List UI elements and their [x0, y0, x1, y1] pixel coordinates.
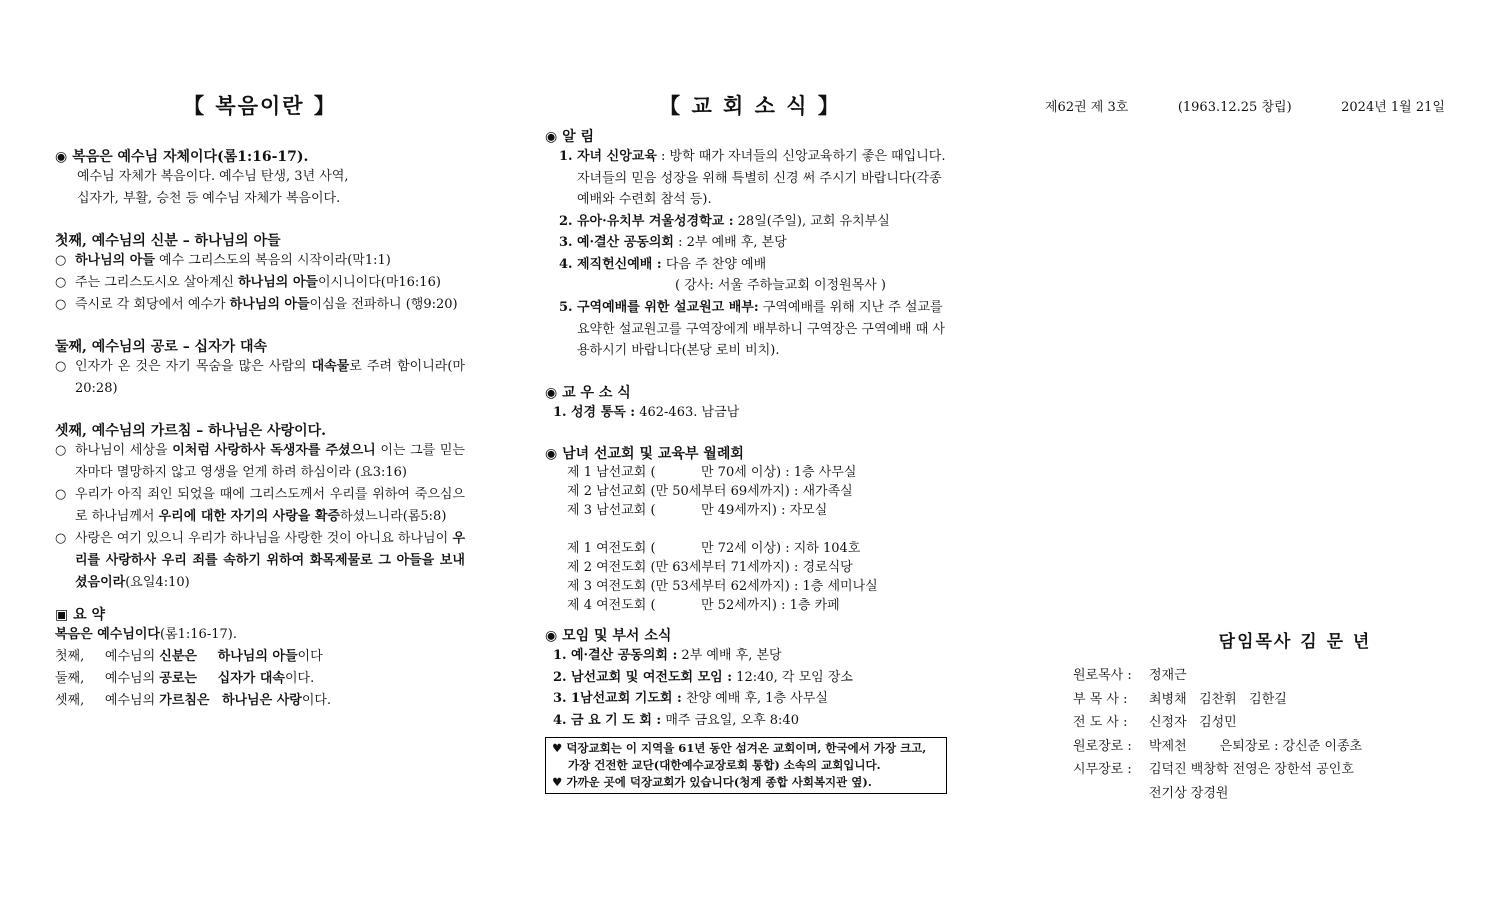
gospel-main-line: 예수님 자체가 복음이다. 예수님 탄생, 3년 사역,	[77, 169, 349, 184]
notice-item: 1. 자녀 신앙교육 : 방학 때가 자녀들의 신앙교육하기 좋은 때입니다. 자녀들의 믿음 성장을 위해 특별히 신경 써 주시기 바랍니다(각종 예배와 수련회 참석 등).	[559, 149, 946, 207]
gospel-main-line: 십자가, 부활, 승천 등 예수님 자체가 복음이다.	[77, 191, 341, 206]
second-heading: 둘째, 예수님의 공로 – 십자가 대속	[55, 339, 268, 355]
box-line: ♥ 가까운 곳에 덕장교회가 있습니다(청계 종합 사회복지관 옆).	[552, 775, 872, 789]
meetings-heading: ◉ 모임 및 부서 소식	[545, 628, 672, 644]
summary-row: 셋째, 예수님의 가르침은 하나님은 사랑이다.	[55, 693, 332, 708]
summary-heading: ▣ 요 약	[55, 607, 106, 623]
mission-row: 제 4 여전도회 ( 만 52세까지) : 1층 카페	[567, 598, 840, 613]
notice-item: 4. 제직헌신예배 : 다음 주 찬양 예배	[559, 256, 767, 272]
issue-date: 2024년 1월 21일	[1341, 100, 1445, 115]
staff-row: 원로장로 : 박제천 은퇴장로 : 강신준 이종초	[1073, 738, 1363, 754]
summary-row: 둘째, 예수님의 공로는 십자가 대속이다.	[55, 671, 315, 686]
mission-heading: ◉ 남녀 선교회 및 교육부 월례회	[545, 446, 744, 462]
gospel-main-heading: ◉ 복음은 예수님 자체이다(롬1:16-17).	[55, 149, 309, 165]
friends-item: 1. 성경 통독 : 462-463. 남금남	[553, 404, 740, 420]
third-heading: 셋째, 예수님의 가르침 – 하나님은 사랑이다.	[55, 423, 327, 439]
summary-row: 첫째, 예수님의 신분은 하나님의 아들이다	[55, 649, 323, 664]
notice-heading: ◉ 알 림	[545, 129, 595, 145]
list-item: ○ 인자가 온 것은 자기 목숨을 많은 사람의 대속물로 주려 함이니라(마20:28)	[55, 359, 465, 396]
meeting-item: 4. 금 요 기 도 회 : 매주 금요일, 오후 8:40	[553, 712, 799, 728]
list-item: ○ 사랑은 여기 있으니 우리가 하나님을 사랑한 것이 아니요 하나님이 우리를 사랑하사 우리 죄를 속하기 위하여 화목제물로 그 아들을 보내셨음이라(요일4:10)	[55, 531, 465, 590]
mission-row: 제 1 여전도회 ( 만 72세 이상) : 지하 104호	[567, 541, 861, 556]
box-line: 가장 건전한 교단(대한예수교장로회 통합) 소속의 교회입니다.	[552, 758, 881, 772]
church-news-title: 【 교 회 소 식 】	[659, 93, 841, 118]
church-news-column	[545, 90, 955, 794]
staff-row: 전 도 사 : 신정자 김성민	[1073, 715, 1237, 730]
summary-line: 복음은 예수님이다(롬1:16-17).	[55, 627, 237, 642]
list-item: ○ 주는 그리스도시오 살아계신 하나님의 아들이시니이다(마16:16)	[55, 275, 441, 290]
notice-item: 5. 구역예배를 위한 설교원고 배부: 구역예배를 위해 지난 주 설교를 요약한 설교원고를 구역장에게 배부하니 구역장은 구역예배 때 사용하시기 바랍니다(본당 로비 비치).	[559, 300, 945, 358]
staff-row: 시무장로 : 김덕진 백창학 전영은 장한석 공인호 전기상 장경원	[1073, 762, 1354, 801]
mission-row: 제 2 여전도회 (만 63세부터 71세까지) : 경로식당	[567, 560, 853, 575]
list-item: ○ 하나님의 아들 예수 그리스도의 복음의 시작이라(막1:1)	[55, 253, 391, 268]
mission-row: 제 3 남선교회 ( 만 49세까지) : 자모실	[567, 503, 828, 518]
box-line: ♥ 덕장교회는 이 지역을 61년 동안 섬겨온 교회이며, 한국에서 가장 크고,	[552, 741, 927, 755]
meeting-item: 2. 남선교회 및 여전도회 모임 : 12:40, 각 모임 장소	[553, 669, 853, 685]
mission-row: 제 3 여전도회 (만 53세부터 62세까지) : 1층 세미나실	[567, 579, 878, 594]
first-heading: 첫째, 예수님의 신분 – 하나님의 아들	[55, 233, 281, 249]
friends-heading: ◉ 교 우 소 식	[545, 384, 631, 401]
staff-row: 부 목 사 : 최병채 김찬휘 김한길	[1073, 691, 1287, 707]
list-item: ○ 하나님이 세상을 이처럼 사랑하사 독생자를 주셨으니 이는 그를 믿는 자마다 멸망하지 않고 영생을 얻게 하려 하심이라 (요3:16)	[55, 443, 465, 480]
meeting-item: 3. 1남선교회 기도회 : 찬양 예배 후, 1층 사무실	[553, 691, 828, 706]
list-item: ○ 즉시로 각 회당에서 예수가 하나님의 아들이심을 전파하니 (행9:20)	[55, 297, 458, 312]
church-info-box	[545, 737, 947, 794]
gospel-column	[55, 90, 465, 712]
notice-item: 3. 예·결산 공동의회 : 2부 예배 후, 본당	[559, 235, 787, 250]
bulletin-meta	[1045, 96, 1445, 115]
speaker-line: ( 강사: 서울 주하늘교회 이정원목사 )	[675, 278, 886, 293]
mission-row: 제 1 남선교회 ( 만 70세 이상) : 1층 사무실	[567, 465, 857, 480]
founding-date: (1963.12.25 창립)	[1177, 100, 1292, 115]
volume-number: 제62권 제 3호	[1045, 100, 1129, 115]
staff-row: 원로목사 : 정재근	[1073, 668, 1187, 683]
gospel-title: 【 복음이란 】	[183, 93, 337, 118]
meeting-item: 1. 예·결산 공동의회 : 2부 예배 후, 본당	[553, 648, 782, 663]
senior-pastor: 담임목사 김 문 년	[1218, 632, 1372, 652]
mission-row: 제 2 남선교회 (만 50세부터 69세까지) : 새가족실	[567, 484, 853, 499]
bulletin-info-column	[1045, 96, 1445, 805]
list-item: ○ 우리가 아직 죄인 되었을 때에 그리스도께서 우리를 위하여 죽으심으로 하나님께서 우리에 대한 자기의 사랑을 확증하셨느니라(롬5:8)	[55, 487, 465, 524]
notice-item: 2. 유아·유치부 겨울성경학교 : 28일(주일), 교회 유치부실	[559, 213, 890, 229]
